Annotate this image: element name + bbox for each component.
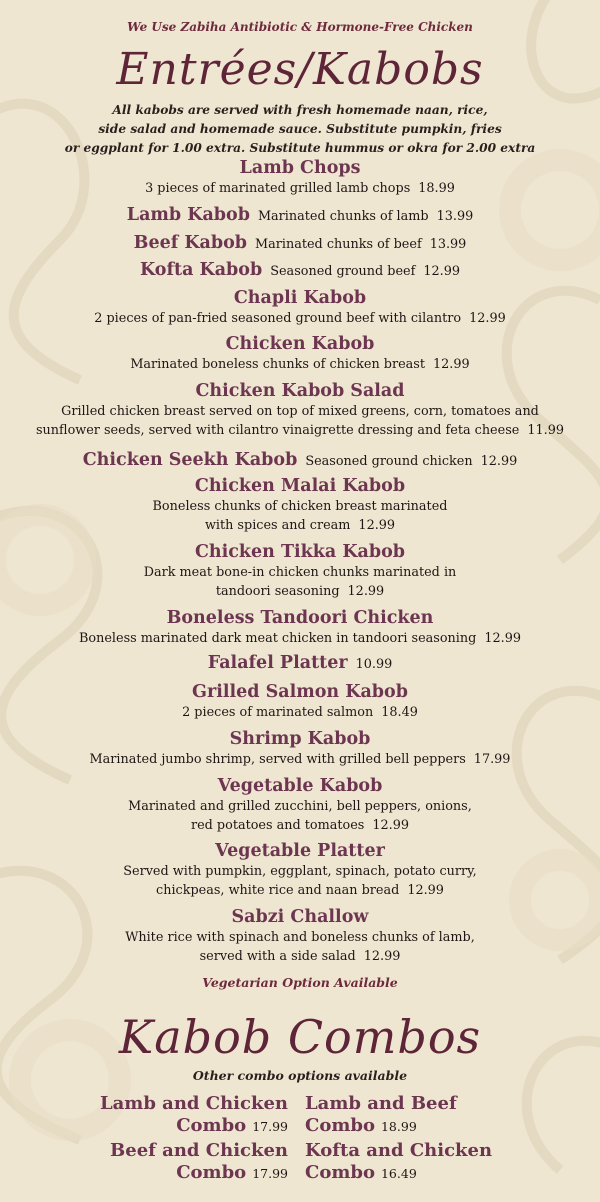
item-price: 12.99 bbox=[433, 357, 470, 372]
item-price: 13.99 bbox=[429, 237, 467, 252]
item-desc-line: White rice with spinach and boneless chunks of lamb, bbox=[125, 930, 475, 945]
combo-line bbox=[18, 1162, 288, 1185]
tagline: We Use Zabiha Antibiotic & Hormone-Free Chicken bbox=[127, 20, 473, 34]
item-desc-text: 2 pieces of pan-fried seasoned ground beef with cilantro bbox=[94, 311, 462, 326]
item-desc-line: Marinated and grilled zucchini, bell peppers, onions, bbox=[128, 799, 472, 814]
item-desc bbox=[20, 629, 580, 648]
item-name: Chicken Tikka Kabob bbox=[194, 542, 406, 562]
menu-item bbox=[20, 449, 580, 471]
item-name: Beef Kabob bbox=[133, 233, 248, 253]
menu-item bbox=[20, 287, 580, 328]
combo-line bbox=[18, 1115, 288, 1138]
combo-name: Beef and Chicken bbox=[110, 1140, 288, 1161]
combo-line bbox=[305, 1162, 585, 1185]
combo-name: Lamb and Chicken bbox=[99, 1093, 288, 1114]
combo-item bbox=[305, 1140, 585, 1185]
item-name: Lamb Kabob bbox=[126, 205, 250, 225]
item-desc-text: Seasoned ground chicken bbox=[305, 454, 473, 469]
item-price: 12.99 bbox=[347, 584, 385, 599]
item-desc-text: tandoori seasoning bbox=[215, 584, 340, 599]
combo-item bbox=[18, 1093, 288, 1138]
item-price: 12.99 bbox=[469, 311, 506, 326]
item-desc bbox=[0, 421, 600, 440]
item-name: Chicken Kabob bbox=[225, 334, 375, 354]
menu-item bbox=[20, 652, 580, 674]
item-desc-text: chickpeas, white rice and naan bread bbox=[156, 883, 400, 898]
item-name: Grilled Salmon Kabob bbox=[192, 682, 408, 702]
menu-item bbox=[20, 333, 580, 374]
item-desc bbox=[20, 703, 580, 722]
item-desc-text: with spices and cream bbox=[204, 518, 351, 533]
item-desc-text: Marinated jumbo shrimp, served with grilled bell peppers bbox=[89, 752, 466, 767]
item-desc-text: 3 pieces of marinated grilled lamb chops bbox=[145, 181, 411, 196]
combo-price: 16.49 bbox=[380, 1166, 417, 1181]
menu-item bbox=[20, 607, 580, 648]
menu-item bbox=[20, 259, 580, 281]
item-price: 12.99 bbox=[407, 883, 444, 898]
item-price: 12.99 bbox=[484, 631, 521, 646]
item-name: Chicken Kabob Salad bbox=[195, 381, 405, 401]
item-desc bbox=[20, 309, 580, 328]
item-desc-line: Served with pumpkin, eggplant, spinach, potato curry, bbox=[123, 864, 477, 879]
menu-item bbox=[20, 728, 580, 769]
menu-item bbox=[20, 775, 580, 835]
section-title-combos: Kabob Combos bbox=[118, 1010, 482, 1064]
combo-price: 18.99 bbox=[380, 1119, 417, 1134]
item-name: Falafel Platter bbox=[207, 653, 348, 673]
item-desc-text: red potatoes and tomatoes bbox=[190, 818, 365, 833]
item-desc bbox=[20, 947, 580, 966]
item-desc-text: 2 pieces of marinated salmon bbox=[182, 705, 374, 720]
combo-label: Combo bbox=[176, 1162, 247, 1183]
combo-name: Lamb and Beef bbox=[305, 1093, 457, 1114]
item-name: Vegetable Platter bbox=[215, 841, 385, 861]
combo-line bbox=[305, 1115, 585, 1138]
combo-label: Combo bbox=[305, 1162, 375, 1183]
item-name: Vegetable Kabob bbox=[217, 776, 383, 796]
combo-price: 17.99 bbox=[252, 1166, 288, 1181]
item-desc-text: Marinated chunks of beef bbox=[255, 237, 422, 252]
combo-item bbox=[305, 1093, 585, 1138]
combo-item bbox=[18, 1140, 288, 1185]
item-desc bbox=[20, 516, 580, 535]
item-name: Boneless Tandoori Chicken bbox=[166, 608, 434, 628]
item-price: 12.99 bbox=[423, 264, 461, 279]
item-price: 18.49 bbox=[381, 705, 418, 720]
item-desc bbox=[20, 816, 580, 835]
item-name: Kofta Kabob bbox=[139, 260, 263, 280]
intro-line: All kabobs are served with fresh homemade naan, rice, bbox=[112, 103, 488, 117]
item-desc-text: Marinated chunks of lamb bbox=[257, 209, 429, 224]
item-desc-line: Grilled chicken breast served on top of mixed greens, corn, tomatoes and bbox=[61, 404, 539, 419]
item-desc bbox=[20, 582, 580, 601]
combos-note: Other combo options available bbox=[192, 1068, 408, 1083]
item-name: Chapli Kabob bbox=[233, 288, 367, 308]
intro-line: side salad and homemade sauce. Substitute pumpkin, fries bbox=[98, 122, 502, 136]
item-price: 13.99 bbox=[436, 209, 474, 224]
section-title-entrees: Entrées/Kabobs bbox=[116, 44, 484, 95]
item-desc-text: Marinated boneless chunks of chicken breast bbox=[130, 357, 426, 372]
item-desc-text: served with a side salad bbox=[199, 949, 356, 964]
combo-name: Kofta and Chicken bbox=[305, 1140, 493, 1161]
combo-price: 17.99 bbox=[252, 1119, 288, 1134]
menu-item bbox=[20, 541, 580, 601]
item-name: Sabzi Challow bbox=[231, 907, 369, 927]
menu-item bbox=[20, 681, 580, 722]
combo-label: Combo bbox=[305, 1115, 375, 1136]
item-price: 17.99 bbox=[473, 752, 511, 767]
item-price: 12.99 bbox=[358, 518, 396, 533]
item-desc-text: sunflower seeds, served with cilantro vinaigrette dressing and feta cheese bbox=[35, 423, 520, 438]
menu-item bbox=[20, 204, 580, 226]
item-desc-text: Seasoned ground beef bbox=[270, 264, 416, 279]
item-name: Lamb Chops bbox=[239, 158, 361, 178]
item-desc bbox=[20, 179, 580, 198]
item-price: 12.99 bbox=[480, 454, 518, 469]
intro-line: or eggplant for 1.00 extra. Substitute hummus or okra for 2.00 extra bbox=[64, 141, 536, 155]
item-desc-line: Boneless chunks of chicken breast marinated bbox=[152, 499, 448, 514]
item-desc-text: Boneless marinated dark meat chicken in tandoori seasoning bbox=[79, 631, 477, 646]
item-desc bbox=[20, 881, 580, 900]
item-name: Chicken Seekh Kabob bbox=[82, 450, 298, 470]
item-price: 12.99 bbox=[363, 949, 401, 964]
menu-item bbox=[20, 906, 580, 966]
vegetarian-note: Vegetarian Option Available bbox=[202, 975, 398, 990]
menu-item bbox=[20, 232, 580, 254]
item-price: 12.99 bbox=[372, 818, 410, 833]
item-price: 18.99 bbox=[418, 181, 455, 196]
menu-item bbox=[20, 157, 580, 198]
intro-text bbox=[40, 101, 560, 158]
menu-item bbox=[20, 475, 580, 535]
item-desc bbox=[20, 750, 580, 769]
combo-label: Combo bbox=[176, 1115, 247, 1136]
item-desc bbox=[20, 355, 580, 374]
item-price: 10.99 bbox=[355, 657, 393, 672]
item-price: 11.99 bbox=[527, 423, 564, 438]
item-name: Chicken Malai Kabob bbox=[194, 476, 406, 496]
menu-item bbox=[20, 840, 580, 900]
item-desc-line: Dark meat bone-in chicken chunks marinated in bbox=[143, 565, 457, 580]
item-name: Shrimp Kabob bbox=[229, 729, 371, 749]
menu-item bbox=[0, 380, 600, 440]
